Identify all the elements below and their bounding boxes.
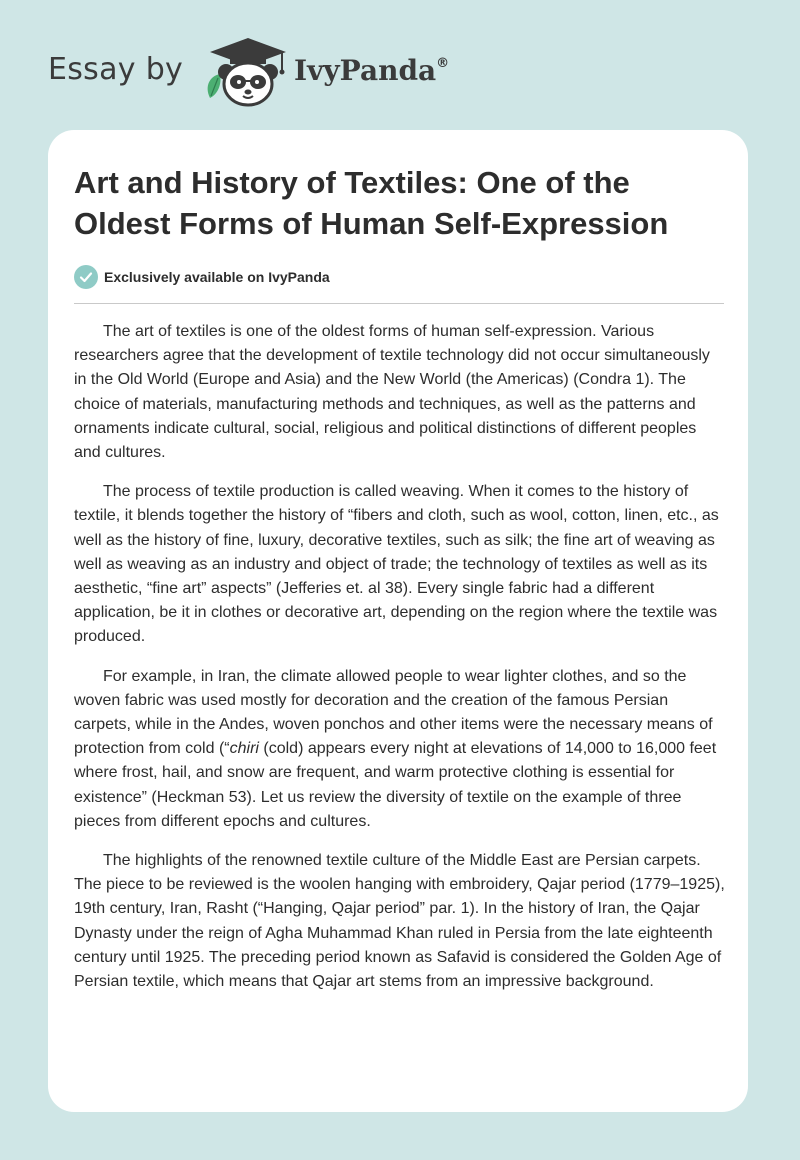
checkmark-icon bbox=[74, 265, 98, 289]
exclusive-badge-text: Exclusively available on IvyPanda bbox=[104, 269, 330, 285]
paragraph-1: The art of textiles is one of the oldest forms of human self-expression. Various researchers agree that the development of textile technology did not occur simultaneously in the Old World (Europe and Asia) and the New World (the Americas) (Condra 1). The choice of materials, manufacturing methods and techniques, as well as the patterns and ornaments indicate cultural, social, religious and political distinctions of different peoples and cultures. bbox=[74, 323, 710, 462]
brand-name[interactable] bbox=[294, 54, 449, 87]
brand-text: IvyPanda bbox=[294, 54, 437, 87]
panda-graduate-logo-icon[interactable] bbox=[202, 36, 294, 108]
paragraph-2: The process of textile production is called weaving. When it comes to the history of textile, it blends together the history of “fibers and cloth, such as wool, cotton, linen, etc., as well as the history of fine, luxury, decorative textiles, such as silk; the fine art of weaving as well as weaving as an industry and object of trade; the technology of textiles as well as its aesthetic, “fine art” aspects” (Jefferies et. al 38). Every single fabric had a different application, be it in clothes or decorative art, depending on the region where the textile was produced. bbox=[74, 483, 719, 646]
divider bbox=[74, 303, 724, 304]
paragraph-3-part-1: For example, in Iran, the climate allowed people to wear lighter clothes, and so the woven fabric was used mostly for decoration and the creation of the famous Persian carpets, while in the Andes, woven ponchos and other items were the necessary means of protection from cold (“ bbox=[74, 667, 713, 758]
paragraph-3 bbox=[74, 665, 726, 834]
paragraph-3-italic: chiri bbox=[229, 740, 259, 758]
paragraph-4: The highlights of the renowned textile culture of the Middle East are Persian carpets. The piece to be reviewed is the woolen hanging with embroidery, Qajar period (1779–1925), 19th century, Iran, Rasht (“Hanging, Qajar period” par. 1). In the history of Iran, the Qajar Dynasty under the reign of Agha Muhammad Khan ruled in Persia from the late eighteenth century until 1925. The preceding period known as Safavid is considered the Golden Age of Persian textile, which means that Qajar art stems from an impressive background. bbox=[74, 852, 725, 991]
paragraph-3-part-2: (cold) appears every night at elevations of 14,000 to 16,000 feet where frost, hail, and snow are frequent, and warm protective clothing is essential for existence” (Heckman 53). Let us review the diversity of textile on the example of three pieces from different epochs and cultures. bbox=[74, 740, 717, 830]
exclusive-badge bbox=[74, 264, 330, 290]
essay-card bbox=[48, 130, 748, 1112]
registered-mark: ® bbox=[436, 56, 450, 71]
essay-title: Art and History of Textiles: One of the Oldest Forms of Human Self-Expression bbox=[74, 165, 669, 241]
essay-body bbox=[74, 320, 726, 1009]
essay-by-label: Essay by bbox=[48, 52, 184, 87]
site-header bbox=[48, 36, 752, 106]
